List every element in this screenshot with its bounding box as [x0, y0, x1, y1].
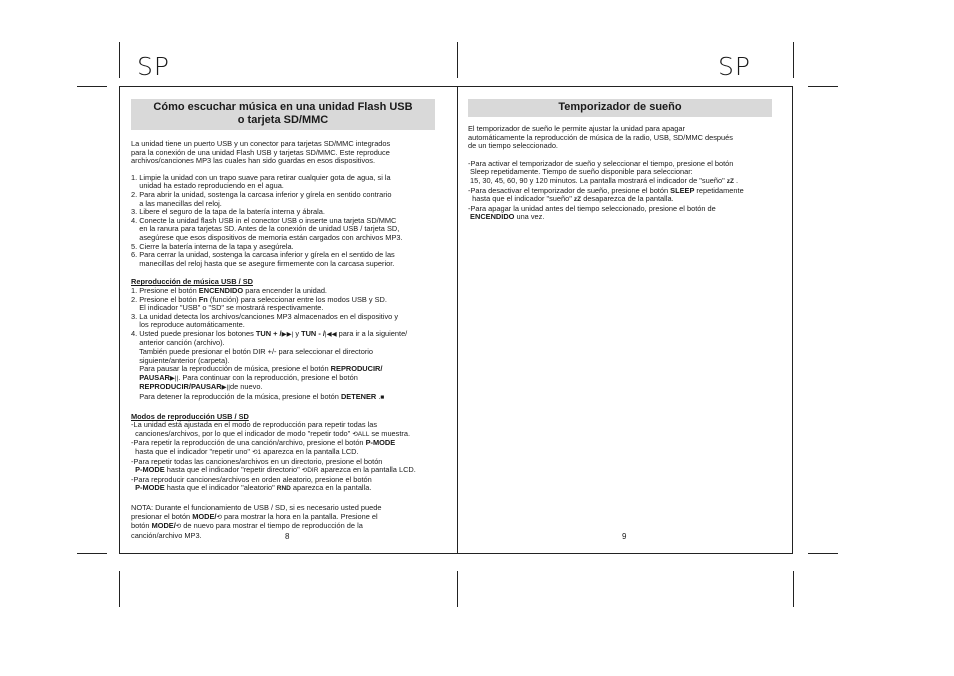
- sleep-icon: zZ: [726, 177, 734, 185]
- previous-icon: |◀◀: [324, 330, 337, 338]
- language-label-right: SP: [718, 52, 751, 81]
- crop-mark: [77, 553, 107, 554]
- crop-mark: [77, 86, 107, 87]
- page-divider: [457, 86, 458, 554]
- language-label-left: SP: [137, 52, 170, 81]
- crop-mark: [119, 42, 120, 78]
- sleep-icon: zZ: [573, 196, 582, 204]
- intro-paragraph: La unidad tiene un puerto USB y un conector para tarjetas SD/MMC integrados para la conexión de una unidad Flash USB y tarjetas SD/MMC. Este reproduce archivos/canciones MP3 las cuales han sido guardas en esos dispositivos.: [131, 139, 391, 166]
- crop-mark: [457, 42, 458, 78]
- crop-mark: [793, 571, 794, 607]
- crop-mark: [793, 42, 794, 78]
- clock-icon: ⟲: [216, 513, 222, 521]
- play-pause-icon: ▶||: [221, 384, 231, 392]
- modes-section: -La unidad está ajustada en el modo de reproducción para repetir todas las canciones/archivos, por lo que el indicador de modo "repetir todo" ⟲ALL se muestra. -Para repetir la reproducción de una canción/archivo, presione el botón P-MODE hasta que el indicador "repetir uno" ⟲1 aparezca en la pantalla LCD. -Para repetir todas las canciones/archivos en un directorio, presione el botón P-MODE hasta que el indicador "repetir directorio" ⟲DIR aparezca en la pantalla LCD. -Para reproducir canciones/archivos en orden aleatorio, presione el botón P-MODE hasta que el indicador "aleatorio" RND aparezca en la pantalla.: [131, 420, 416, 493]
- next-icon: ▶▶|: [281, 330, 294, 338]
- playback-section: 1. Presione el botón ENCENDIDO para encender la unidad. 2. Presione el botón Fn (función) para seleccionar entre los modos USB y SD. El indicador "USB" o "SD" se mostrará respectivamente. 3. La unidad detecta los archivos/canciones MP3 almacenados en el dispositivo y los reproduce automáticamente. 4. Usted puede presionar los botones TUN + /▶▶| y TUN - /|◀◀ para ir a la siguiente/ anterior canción (archivo). También puede presionar el botón DIR +/- para seleccionar el directorio siguiente/anterior (carpeta). Para pausar la reproducción de música, presione el botón REPRODUCIR/ PAUSAR▶||. Para continuar con la reproducción, presione el botón REPRODUCIR/PAUSAR▶||de nuevo. Para detener la reproducción de la música, presione el botón DETENER .■: [131, 285, 408, 402]
- repeat-one-icon: ⟲1: [252, 449, 262, 456]
- random-icon: RND: [276, 485, 291, 493]
- page-number-right: 9: [622, 532, 627, 541]
- sleep-instructions: -Para activar el temporizador de sueño y seleccionar el tiempo, presione el botón Sleep repetidamente. Tiempo de sueño disponible para seleccionar: 15, 30, 45, 60, 90 y 120 minutos. La pantalla mostrará el indicador de "sueño" zZ . -Para desactivar el temporizador de sueño, presione el botón SLEEP repetidamente hasta que el indicador "sueño" zZ desaparezca de la pantalla. -Para apagar la unidad antes del tiempo seleccionado, presione el botón de ENCENDIDO una vez.: [468, 158, 744, 222]
- stop-icon: ■: [380, 394, 385, 402]
- crop-mark: [457, 571, 458, 607]
- repeat-directory-icon: ⟲DIR: [301, 467, 319, 475]
- steps-list: 1. Limpie la unidad con un trapo suave para retirar cualquier gota de agua, si la unidad ha estado reproduciendo en el agua. 2. Para abrir la unidad, sostenga la carcasa inferior y gírela en sentido contrario a las manecillas del reloj. 3. Libere el seguro de la tapa de la batería interna y ábrala. 4. Conecte la unidad flash USB in el conector USB o inserte una tarjeta SD/MMC en la ranura para tarjetas SD. Antes de la conexión de unidad USB / tarjeta SD, asegúrese que esos dispositivos de memoria están cargados con archivos MP3. 5. Cierre la batería interna de la tapa y asegúrela. 6. Para cerrar la unidad, sostenga la carcasa inferior y gírela en el sentido de las manecillas del reloj hasta que se asegure firmemente con la carcasa superior.: [131, 172, 403, 268]
- right-page-title: Temporizador de sueño: [468, 99, 772, 117]
- right-page: [468, 99, 786, 222]
- crop-mark: [119, 571, 120, 607]
- page-number-left: 8: [285, 532, 290, 541]
- modes-heading: Modos de reproducción USB / SD: [131, 411, 249, 421]
- clock-icon: ⟲: [175, 523, 182, 531]
- play-pause-icon: ▶||: [169, 374, 179, 382]
- note-paragraph: NOTA: Durante el funcionamiento de USB / SD, si es necesario usted puede presionar el botón MODE/⟲ para mostrar la hora en la pantalla. Presione el botón MODE/⟲ de nuevo para mostrar el tiempo de reproducción de la canción/archivo MP3.: [131, 502, 382, 540]
- left-page: [131, 99, 449, 540]
- sleep-intro: El temporizador de sueño le permite ajustar la unidad para apagar automáticamente la reproducción de música de la radio, USB, SD/MMC después de un tiempo seleccionado.: [468, 124, 733, 151]
- repeat-all-icon: ⟲ALL: [352, 430, 370, 438]
- left-page-title: Cómo escuchar música en una unidad Flash USB o tarjeta SD/MMC: [131, 99, 435, 130]
- crop-mark: [808, 553, 838, 554]
- playback-heading: Reproducción de música USB / SD: [131, 277, 253, 287]
- crop-mark: [808, 86, 838, 87]
